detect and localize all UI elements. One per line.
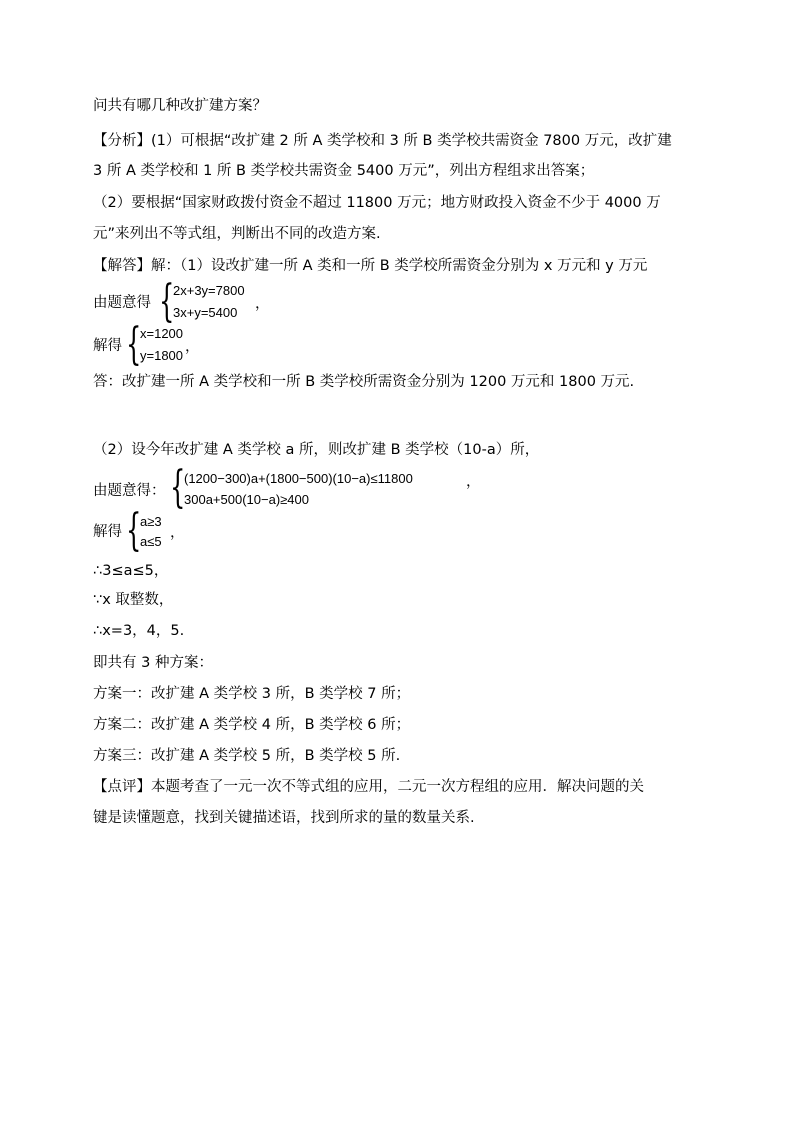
equation-2: 3x+y=5400 xyxy=(173,305,238,320)
plan-1: 方案一：改扩建 A 类学校 3 所，B 类学校 7 所； xyxy=(93,686,411,702)
brace-icon: { xyxy=(126,505,142,556)
inequality-system xyxy=(93,462,613,513)
solution-system-1 xyxy=(93,319,613,370)
plan-3: 方案三：改扩建 A 类学校 5 所，B 类学校 5 所. xyxy=(93,748,401,764)
system-tail: ， xyxy=(185,339,200,355)
analysis-part1-line1: 【分析】(1）可根据“改扩建 2 所 A 类学校和 3 所 B 类学校共需资金 7800 万元，改扩建 xyxy=(93,133,672,149)
plan-2: 方案二：改扩建 A 类学校 4 所，B 类学校 6 所； xyxy=(93,717,411,733)
solution-system-2 xyxy=(93,505,613,556)
answer-part1: 答：改扩建一所 A 类学校和一所 B 类学校所需资金分别为 1200 万元和 1800 万元. xyxy=(93,374,635,390)
analysis-part1-line2: 3 所 A 类学校和 1 所 B 类学校共需资金 5400 万元”，列出方程组求出答案； xyxy=(93,163,595,179)
question-text: 问共有哪几种改扩建方案？ xyxy=(93,98,267,114)
brace-icon: { xyxy=(170,462,186,513)
brace-icon: { xyxy=(126,319,142,370)
system-lead: 由题意得 xyxy=(93,295,151,311)
solution-a-upper: a≤5 xyxy=(140,534,162,549)
system-tail: ， xyxy=(255,296,270,312)
plans-count: 即共有 3 种方案： xyxy=(93,655,213,671)
comment-line2: 键是读懂题意，找到关键描述语，找到所求的量的数量关系. xyxy=(93,810,475,826)
inequality-2: 300a+500(10−a)≥400 xyxy=(184,492,309,507)
comment-line1: 【点评】本题考查了一元一次不等式组的应用，二元一次方程组的应用．解决问题的关 xyxy=(93,779,644,795)
analysis-part2-line2: 元”来列出不等式组，判断出不同的改造方案. xyxy=(93,226,381,242)
inequality-1: (1200−300)a+(1800−500)(10−a)≤11800 xyxy=(184,471,413,486)
brace-icon: { xyxy=(159,276,175,327)
equation-system-1 xyxy=(93,276,613,327)
part2-intro: （2）设今年改扩建 A 类学校 a 所，则改扩建 B 类学校（10-a）所， xyxy=(93,442,540,458)
system-tail: ， xyxy=(466,474,481,490)
solution-x: x=1200 xyxy=(140,326,184,341)
system-lead: 解得 xyxy=(93,524,122,540)
system-lead: 解得 xyxy=(93,338,122,354)
solution-intro: 【解答】解：（1）设改扩建一所 A 类和一所 B 类学校所需资金分别为 x 万元和 y 万元 xyxy=(93,258,648,274)
equation-1: 2x+3y=7800 xyxy=(173,283,245,298)
analysis-part2-line1: （2）要根据“国家财政拨付资金不超过 11800 万元；地方财政投入资金不少于 4000 万 xyxy=(93,195,661,211)
system-tail: ， xyxy=(170,525,185,541)
system-lead: 由题意得： xyxy=(93,483,166,499)
solution-y: y=1800 xyxy=(140,348,184,363)
because-integer: ∵x 取整数， xyxy=(93,592,174,608)
solution-a-lower: a≥3 xyxy=(140,514,162,529)
therefore-range: ∴3≤a≤5， xyxy=(93,563,169,579)
therefore-values: ∴x=3，4，5. xyxy=(93,623,185,639)
